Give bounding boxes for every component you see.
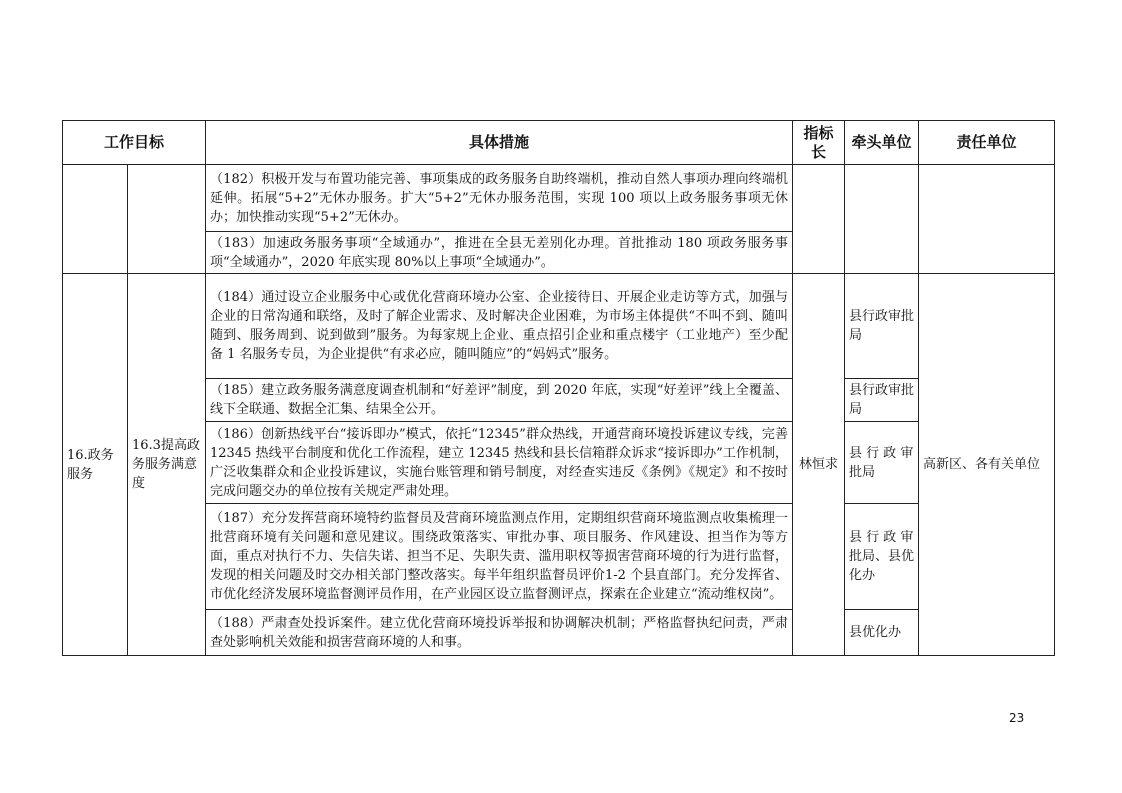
goal-cell-empty: [63, 165, 128, 274]
header-responsible-unit: 责任单位: [919, 121, 1055, 165]
subgoal-cell: 16.3提高政务服务满意度: [128, 274, 206, 656]
measure-186: （186）创新热线平台“接诉即办”模式，依托“12345”群众热线，开通营商环境投诉建议专线，完善 12345 热线平台制度和优化工作流程，建立 12345 热线和县长信箱群众诉求“接诉即办”工作机制，广泛收集群众和企业投诉建议，实施台账管理和销号制度，对经查实违反《条例》《规定》和不按时完成问题交办的单位按有关规定严肃处理。: [206, 422, 793, 504]
lead-unit-185: 县行政审批局: [845, 379, 919, 422]
table-row: [63, 379, 1055, 422]
measures-table: [62, 120, 1055, 656]
measure-182: （182）积极开发与布置功能完善、事项集成的政务服务自助终端机，推动自然人事项办理向终端机延伸。拓展“5+2”无休办服务。扩大“5+2”无休办服务范围，实现 100 项以上政务服务事项无休办；加快推动实现“5+2”无休办。: [206, 165, 793, 232]
lead-unit-184: 县行政审批局: [845, 274, 919, 379]
measure-188: （188）严肃查处投诉案件。建立优化营商环境投诉举报和协调解决机制；严格监督执纪问责，严肃查处影响机关效能和损害营商环境的人和事。: [206, 610, 793, 656]
header-measures: 具体措施: [206, 121, 793, 165]
table-row: [63, 504, 1055, 610]
lead-unit-cell-empty: [845, 165, 919, 274]
header-goal: 工作目标: [63, 121, 206, 165]
measure-187: （187）充分发挥营商环境特约监督员及营商环境监测点作用，定期组织营商环境监测点收集梳理一批营商环境有关问题和意见建议。围绕政策落实、审批办事、项目服务、作风建设、担当作为等方面，重点对执行不力、失信失诺、担当不足、失职失责、滥用职权等损害营商环境的行为进行监督，发现的相关问题及时交办相关部门整改落实。每半年组织监督员评价1-2 个县直部门。充分发挥省、市优化经济发展环境监督测评员作用，在产业园区设立监督测评点，探索在企业建立“流动维权岗”。: [206, 504, 793, 610]
lead-unit-188: 县优化办: [845, 610, 919, 656]
table-row: [63, 274, 1055, 379]
lead-unit-187: 县 行 政 审批局、县优化办: [845, 504, 919, 610]
table-row: [63, 422, 1055, 504]
subgoal-cell-empty: [128, 165, 206, 274]
responsible-unit-cell-empty: [919, 165, 1055, 274]
table-row: [63, 165, 1055, 232]
indicator-chief-cell: 林恒求: [793, 274, 845, 656]
measure-185: （185）建立政务服务满意度调查机制和“好差评”制度，到 2020 年底，实现“好差评”线上全覆盖、线下全联通、数据全汇集、结果全公开。: [206, 379, 793, 422]
table-row: [63, 610, 1055, 656]
lead-unit-186: 县 行 政 审批局: [845, 422, 919, 504]
indicator-chief-cell-empty: [793, 165, 845, 274]
header-indicator-chief: 指标长: [793, 121, 845, 165]
goal-cell: 16.政务服务: [63, 274, 128, 656]
responsible-unit-cell: 高新区、各有关单位: [919, 274, 1055, 656]
table-header-row: [63, 121, 1055, 165]
measure-183: （183）加速政务服务事项“全域通办”，推进在全县无差别化办理。首批推动 180 项政务服务事项“全域通办”，2020 年底实现 80%以上事项“全域通办”。: [206, 232, 793, 274]
header-lead-unit: 牵头单位: [845, 121, 919, 165]
measure-184: （184）通过设立企业服务中心或优化营商环境办公室、企业接待日、开展企业走访等方式，加强与企业的日常沟通和联络，及时了解企业需求、及时解决企业困难，为市场主体提供“不叫不到、随叫随到、服务周到、说到做到”服务。为每家规上企业、重点招引企业和重点楼宇（工业地产）至少配备 1 名服务专员，为企业提供“有求必应，随叫随应”的“妈妈式”服务。: [206, 274, 793, 379]
page-number: 23: [1009, 711, 1025, 725]
